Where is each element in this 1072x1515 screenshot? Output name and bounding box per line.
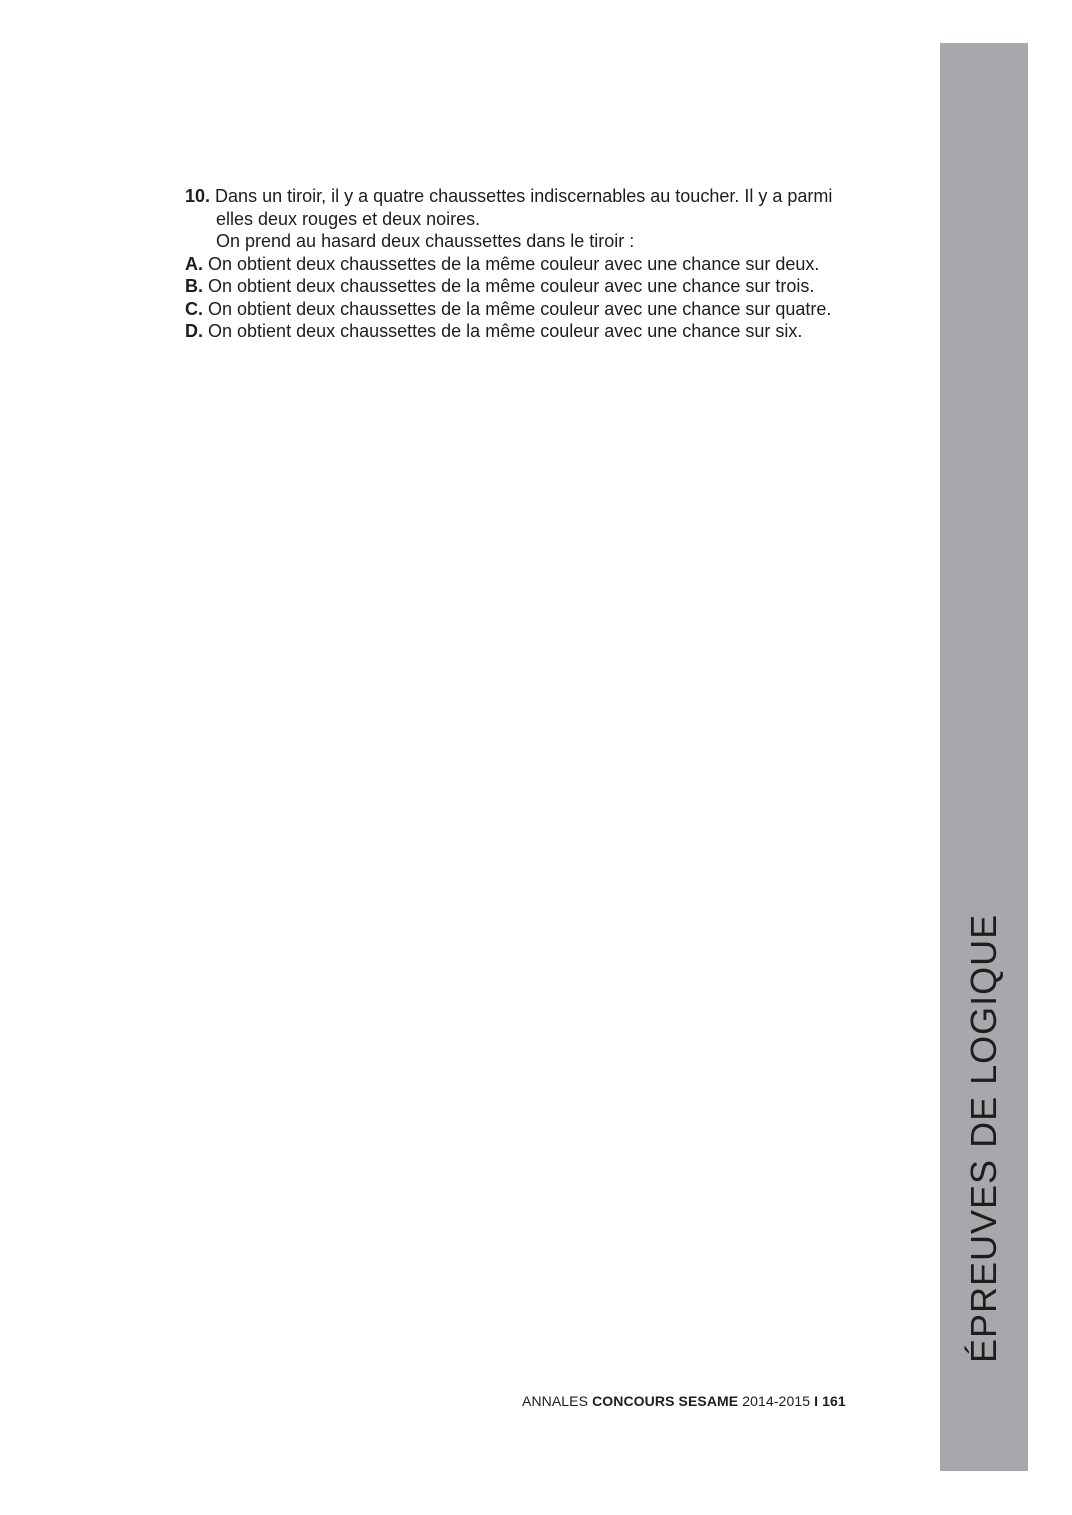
question-stem-line: elles deux rouges et deux noires.: [216, 208, 481, 229]
footer-separator: I: [814, 1393, 819, 1409]
answer-option: [185, 275, 885, 298]
section-title: ÉPREUVES DE LOGIQUE: [963, 913, 1004, 1363]
question-stem-line: [185, 185, 885, 208]
page-number: 161: [822, 1393, 846, 1409]
question-number: 10.: [185, 186, 211, 206]
option-text: On obtient deux chaussettes de la même couleur avec une chance sur quatre.: [208, 298, 832, 319]
option-text: On obtient deux chaussettes de la même couleur avec une chance sur trois.: [208, 276, 815, 296]
answer-option: [185, 298, 885, 321]
footer-prefix: ANNALES: [522, 1393, 589, 1409]
question-stem-line: On prend au hasard deux chaussettes dans le tiroir :: [216, 231, 635, 251]
option-letter: B.: [185, 276, 203, 296]
question-block: [185, 185, 885, 343]
footer-years: 2014-2015: [742, 1393, 811, 1409]
answer-option: [185, 253, 885, 276]
footer-brand: CONCOURS SESAME: [592, 1393, 739, 1409]
question-stem-text: Dans un tiroir, il y a quatre chaussettes indiscernables au toucher. Il y a parmi: [215, 186, 833, 206]
option-letter: D.: [185, 321, 203, 341]
answer-option: [185, 320, 885, 343]
page-footer: [522, 1393, 846, 1409]
option-letter: C.: [185, 298, 203, 319]
section-sidebar: [940, 43, 1028, 1471]
option-text: On obtient deux chaussettes de la même couleur avec une chance sur six.: [208, 321, 803, 341]
option-text: On obtient deux chaussettes de la même couleur avec une chance sur deux.: [208, 253, 820, 274]
option-letter: A.: [185, 253, 203, 274]
